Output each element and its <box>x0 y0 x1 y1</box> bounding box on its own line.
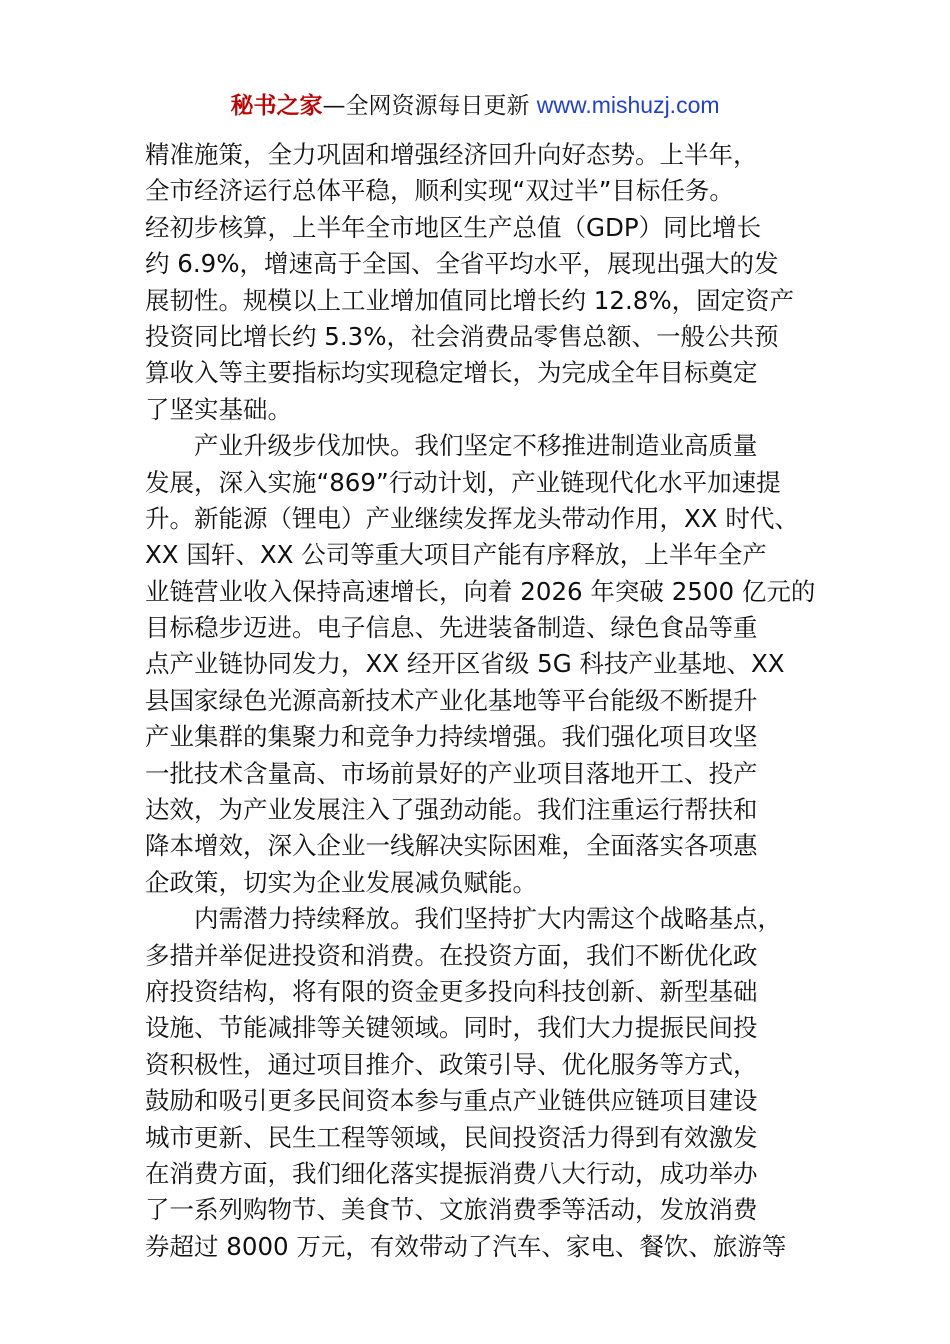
text-line: 精准施策，全力巩固和增强经济回升向好态势。上半年， <box>145 140 758 169</box>
text-line: 券超过 8000 万元，有效带动了汽车、家电、餐饮、旅游等 <box>145 1231 787 1261</box>
document-body <box>145 137 825 1265</box>
text-line: 全市经济运行总体平稳，顺利实现“双过半”目标任务。 <box>145 176 734 206</box>
header-slogan: —全网资源每日更新 <box>322 93 530 119</box>
text-line: 鼓励和吸引更多民间资本参与重点产业链供应链项目建设 <box>145 1086 758 1116</box>
text-line: 发展，深入实施“869”行动计划，产业链现代化水平加速提 <box>145 467 781 497</box>
text-line: 目标稳步迈进。电子信息、先进装备制造、绿色食品等重 <box>145 613 758 643</box>
page-header <box>0 88 950 123</box>
text-line: 达效，为产业发展注入了强劲动能。我们注重运行帮扶和 <box>145 795 758 825</box>
text-line: 在消费方面，我们细化落实提振消费八大行动，成功举办 <box>145 1158 758 1188</box>
paragraph-start-line: 内需潜力持续释放。我们坚持扩大内需这个战略基点， <box>194 904 782 934</box>
text-line: 资积极性，通过项目推介、政策引导、优化服务等方式， <box>145 1049 758 1079</box>
text-line: 了一系列购物节、美食节、文旅消费季等活动，发放消费 <box>145 1195 758 1225</box>
text-line: 业链营业收入保持高速增长，向着 2026 年突破 2500 亿元的 <box>145 576 816 606</box>
site-url[interactable]: www.mishuzj.com <box>536 92 720 118</box>
text-line: 点产业链协同发力，XX 经开区省级 5G 科技产业基地、XX <box>145 649 785 679</box>
text-line: 了坚实基础。 <box>145 394 292 424</box>
text-line: 城市更新、民生工程等领域，民间投资活力得到有效激发 <box>145 1122 758 1152</box>
text-line: 产业集群的集聚力和竞争力持续增强。我们强化项目攻坚 <box>145 722 758 752</box>
text-line: 算收入等主要指标均实现稳定增长，为完成全年目标奠定 <box>145 358 758 388</box>
text-line: 降本增效，深入企业一线解决实际困难，全面落实各项惠 <box>145 831 758 861</box>
brand-name: 秘书之家 <box>230 93 323 119</box>
text-line: 设施、节能减排等关键领域。同时，我们大力提振民间投 <box>145 1013 758 1043</box>
text-line: 投资同比增长约 5.3%，社会消费品零售总额、一般公共预 <box>145 321 779 351</box>
paragraph-start-line: 产业升级步伐加快。我们坚定不移推进制造业高质量 <box>194 431 758 461</box>
text-line: XX 国轩、XX 公司等重大项目产能有序释放，上半年全产 <box>145 540 767 570</box>
text-line: 县国家绿色光源高新技术产业化基地等平台能级不断提升 <box>145 685 758 715</box>
text-line: 府投资结构，将有限的资金更多投向科技创新、新型基础 <box>145 976 758 1006</box>
text-line: 一批技术含量高、市场前景好的产业项目落地开工、投产 <box>145 758 758 788</box>
text-line: 约 6.9%，增速高于全国、全省平均水平，展现出强大的发 <box>145 249 779 279</box>
text-line: 展韧性。规模以上工业增加值同比增长约 12.8%，固定资产 <box>145 285 795 315</box>
text-line: 多措并举促进投资和消费。在投资方面，我们不断优化政 <box>145 940 758 970</box>
text-line: 经初步核算，上半年全市地区生产总值（GDP）同比增长 <box>145 212 762 242</box>
text-line: 升。新能源（锂电）产业继续发挥龙头带动作用，XX 时代、 <box>145 503 799 533</box>
text-line: 企政策，切实为企业发展减负赋能。 <box>145 867 537 897</box>
